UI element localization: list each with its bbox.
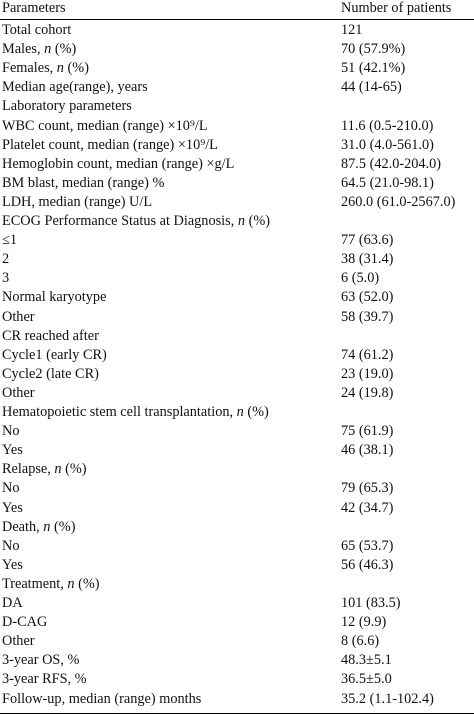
row-value: 12 (9.9) (341, 614, 387, 631)
row-value: 35.2 (1.1-102.4) (341, 690, 434, 707)
row-value: 8 (6.6) (341, 633, 380, 650)
row-value: 36.5±5.0 (341, 671, 392, 688)
row-value: 31.0 (4.0-561.0) (341, 136, 434, 153)
row-label: Platelet count, median (range) ×10⁹/L (2, 136, 218, 153)
row-label: BM blast, median (range) % (2, 174, 165, 191)
row-value: 70 (57.9%) (341, 41, 406, 58)
row-value: 65 (53.7) (341, 537, 394, 554)
row-label: No (2, 423, 20, 440)
row-value: 56 (46.3) (341, 556, 394, 573)
row-value: 42 (34.7) (341, 499, 394, 516)
row-label: Males, n (%) (2, 41, 77, 58)
row-label: Hemoglobin count, median (range) ×g/L (2, 155, 235, 172)
row-label: Death, n (%) (2, 518, 76, 535)
header-divider (0, 19, 474, 20)
row-label: LDH, median (range) U/L (2, 193, 153, 210)
row-label: Yes (2, 556, 23, 573)
row-label: ≤1 (2, 232, 17, 249)
row-value: 63 (52.0) (341, 289, 394, 306)
row-label: CR reached after (2, 327, 99, 344)
row-label: Cycle1 (early CR) (2, 346, 107, 363)
row-value: 23 (19.0) (341, 365, 394, 382)
row-value: 79 (65.3) (341, 480, 394, 497)
row-label: ECOG Performance Status at Diagnosis, n (%) (2, 213, 271, 229)
row-value: 87.5 (42.0-204.0) (341, 155, 442, 172)
row-label: 3 (2, 270, 10, 287)
row-label: Total cohort (2, 22, 72, 38)
row-label: Relapse, n (%) (2, 461, 87, 478)
row-value: 48.3±5.1 (341, 652, 392, 669)
header-number-of-patients: Number of patients (341, 0, 452, 16)
row-label: Cycle2 (late CR) (2, 365, 99, 382)
row-label: Females, n (%) (2, 60, 89, 77)
table-row (0, 692, 474, 714)
table-header (0, 1, 474, 18)
row-label: Median age(range), years (2, 79, 148, 96)
row-value: 38 (31.4) (341, 251, 394, 268)
row-value: 51 (42.1%) (341, 60, 406, 77)
row-value: 64.5 (21.0-98.1) (341, 174, 434, 191)
row-value: 260.0 (61.0-2567.0) (341, 193, 456, 210)
row-label: Other (2, 384, 35, 401)
row-value: 58 (39.7) (341, 308, 394, 325)
row-label: No (2, 480, 20, 497)
row-label: Yes (2, 499, 23, 516)
row-label: Yes (2, 442, 23, 459)
row-label: Hematopoietic stem cell transplantation, n (%) (2, 404, 269, 420)
row-value: 74 (61.2) (341, 346, 394, 363)
row-label: Treatment, n (%) (2, 575, 100, 592)
row-value: 121 (341, 22, 363, 38)
row-value: 75 (61.9) (341, 423, 394, 440)
row-value: 24 (19.8) (341, 384, 394, 401)
row-label: Normal karyotype (2, 289, 107, 306)
row-value: 77 (63.6) (341, 232, 394, 249)
row-label: Other (2, 633, 35, 650)
header-parameters: Parameters (2, 0, 66, 16)
row-label: Other (2, 308, 35, 325)
row-value: 11.6 (0.5-210.0) (341, 117, 434, 134)
row-label: 3-year RFS, % (2, 671, 87, 688)
row-value: 46 (38.1) (341, 442, 394, 459)
row-label: DA (2, 595, 23, 611)
row-value: 101 (83.5) (341, 595, 401, 611)
row-label: WBC count, median (range) ×10⁹/L (2, 117, 208, 134)
row-label: Follow-up, median (range) months (2, 690, 202, 707)
row-label: D-CAG (2, 614, 48, 631)
row-label: No (2, 537, 20, 554)
row-label: 3-year OS, % (2, 652, 80, 669)
row-label: 2 (2, 251, 10, 268)
row-value: 44 (14-65) (341, 79, 402, 96)
row-label: Laboratory parameters (2, 98, 132, 115)
row-value: 6 (5.0) (341, 270, 380, 287)
